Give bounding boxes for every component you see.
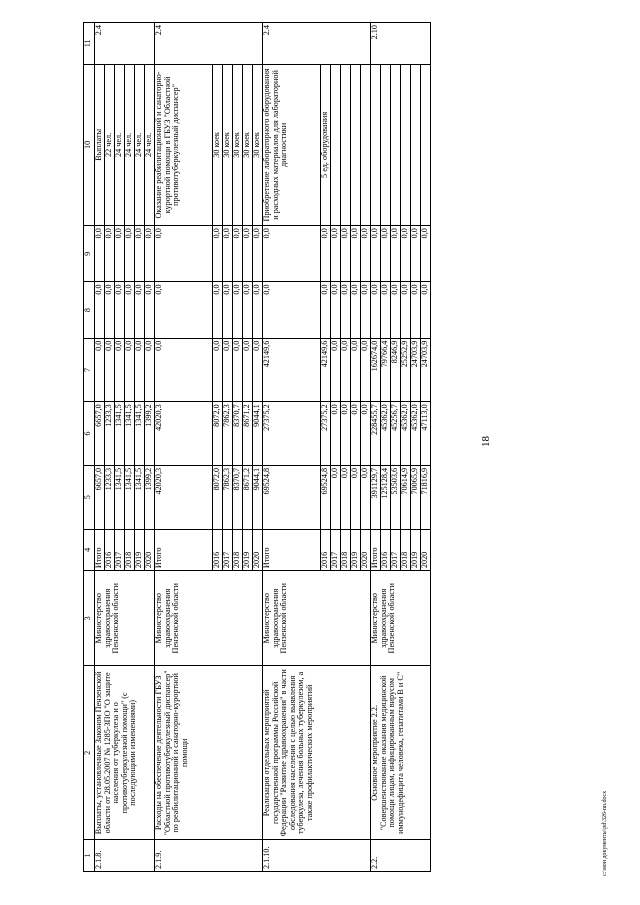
other-sources-cell: 0,0 (223, 226, 233, 282)
regional-budget-cell: 45362,0 (381, 402, 391, 466)
other-sources-cell: 0,0 (381, 226, 391, 282)
total-funds-cell: 1341,5 (135, 465, 145, 529)
result-value-cell (361, 64, 371, 225)
col-header: 7 (84, 338, 95, 402)
total-funds-cell: 391129,7 (371, 465, 381, 529)
other-sources-cell: 0,0 (421, 226, 431, 282)
regional-budget-cell: 228455,7 (371, 402, 381, 466)
federal-budget-cell: 0,0 (213, 338, 223, 402)
federal-budget-cell: 42149,6 (321, 338, 331, 402)
result-value-cell: 5 ед. оборудования (321, 64, 331, 225)
year-cell: 2020 (421, 529, 431, 571)
other-sources-cell: 0,0 (145, 226, 155, 282)
federal-budget-cell: 0,0 (341, 338, 351, 402)
local-budget-cell: 0,0 (361, 282, 371, 338)
other-sources-cell: 0,0 (401, 226, 411, 282)
other-sources-cell: 0,0 (391, 226, 401, 282)
measure-name: Выплаты, установленные Законом Пензенской области от 28.05.2007 № 1285-ЗПО "О защите населения от туберкулеза и о противотуберкулезной помощи" (с последующими изменениями) (95, 666, 155, 840)
federal-budget-cell: 0,0 (351, 338, 361, 402)
federal-budget-cell: 24703,9 (421, 338, 431, 402)
col-header: 5 (84, 465, 95, 529)
federal-budget-cell: 0,0 (145, 338, 155, 402)
other-sources-cell: 0,0 (253, 226, 263, 282)
measure-name: Основное мероприятие 2.2. "Совершенствование оказания медицинской помощи лицам, инфицированным вирусом иммунодефицита человека, гепатитами В и С" (371, 666, 431, 840)
local-budget-cell: 0,0 (155, 282, 213, 338)
local-budget-cell: 0,0 (391, 282, 401, 338)
other-sources-cell: 0,0 (341, 226, 351, 282)
total-funds-cell: 71816,9 (421, 465, 431, 529)
year-cell: 2016 (105, 529, 115, 571)
result-value-cell: 30 коек (243, 64, 253, 225)
federal-budget-cell: 0,0 (125, 338, 135, 402)
federal-budget-cell: 0,0 (361, 338, 371, 402)
result-value-cell (401, 64, 411, 225)
regional-budget-cell: 6657,0 (95, 402, 105, 466)
other-sources-cell: 0,0 (155, 226, 213, 282)
regional-budget-cell: 0,0 (341, 402, 351, 466)
year-cell: 2016 (213, 529, 223, 571)
total-funds-cell: 0,0 (341, 465, 351, 529)
other-sources-cell: 0,0 (105, 226, 115, 282)
measure-id: 2.2. (371, 840, 431, 872)
executor-name: Министерство здравоохранения Пензенской области (95, 571, 155, 666)
measure-name: Реализация отдельных мероприятий государственной программы Российской Федерации "Развитие здравоохранения" в части обследования населения с целью выявления туберкулеза, лечения больных туберкулезом, а также профилактических мероприятий (263, 666, 371, 840)
col-header: 10 (84, 64, 95, 225)
regional-budget-cell: 1233,3 (105, 402, 115, 466)
year-cell: 2019 (135, 529, 145, 571)
page-number: 18 (480, 436, 492, 447)
regional-budget-cell: 45362,0 (411, 402, 421, 466)
result-value-cell: 30 коек (233, 64, 243, 225)
federal-budget-cell: 42149,6 (263, 338, 321, 402)
result-value-cell (341, 64, 351, 225)
local-budget-cell: 0,0 (263, 282, 321, 338)
local-budget-cell: 0,0 (381, 282, 391, 338)
result-value-cell (411, 64, 421, 225)
federal-budget-cell: 8246,9 (391, 338, 401, 402)
other-sources-cell: 0,0 (351, 226, 361, 282)
result-header-cell: Оказание реабилитационной и санаторно-курортной помощи в ГБУЗ "Областной противотуберкулезный диспансер" (155, 64, 213, 225)
result-header-cell (371, 64, 381, 225)
year-cell: Итого (95, 529, 105, 571)
federal-budget-cell: 162674,0 (371, 338, 381, 402)
result-value-cell: 24 чел. (125, 64, 135, 225)
regional-budget-cell: 8671,2 (243, 402, 253, 466)
col-header: 6 (84, 402, 95, 466)
result-value-cell: 24 чел. (135, 64, 145, 225)
col-header: 1 (84, 840, 95, 872)
result-value-cell (351, 64, 361, 225)
local-budget-cell: 0,0 (145, 282, 155, 338)
federal-budget-cell: 0,0 (233, 338, 243, 402)
total-funds-cell: 9044,1 (253, 465, 263, 529)
table-row (371, 23, 381, 872)
year-cell: 2018 (401, 529, 411, 571)
result-value-cell (331, 64, 341, 225)
year-cell: 2018 (341, 529, 351, 571)
total-funds-cell: 69524,8 (263, 465, 321, 529)
local-budget-cell: 0,0 (135, 282, 145, 338)
other-sources-cell: 0,0 (411, 226, 421, 282)
total-funds-cell: 8671,2 (243, 465, 253, 529)
federal-budget-cell: 0,0 (223, 338, 233, 402)
regional-budget-cell: 47113,0 (421, 402, 431, 466)
table-row (95, 23, 105, 872)
year-cell: Итого (371, 529, 381, 571)
col-header: 9 (84, 226, 95, 282)
year-cell: 2019 (411, 529, 421, 571)
regional-budget-cell: 45362,0 (401, 402, 411, 466)
local-budget-cell: 0,0 (321, 282, 331, 338)
other-sources-cell: 0,0 (233, 226, 243, 282)
indicator-code: 2.4 (155, 23, 263, 65)
total-funds-cell: 1399,2 (145, 465, 155, 529)
federal-budget-cell: 0,0 (115, 338, 125, 402)
year-cell: 2016 (381, 529, 391, 571)
other-sources-cell: 0,0 (321, 226, 331, 282)
federal-budget-cell: 0,0 (95, 338, 105, 402)
total-funds-cell: 8072,0 (213, 465, 223, 529)
federal-budget-cell: 0,0 (155, 338, 213, 402)
year-cell: 2020 (361, 529, 371, 571)
indicator-code: 2.4 (95, 23, 155, 65)
other-sources-cell: 0,0 (331, 226, 341, 282)
regional-budget-cell: 1341,5 (135, 402, 145, 466)
regional-budget-cell: 9044,1 (253, 402, 263, 466)
executor-name: Министерство здравоохранения Пензенской области (155, 571, 263, 666)
local-budget-cell: 0,0 (115, 282, 125, 338)
total-funds-cell: 70065,9 (411, 465, 421, 529)
year-cell: 2017 (115, 529, 125, 571)
other-sources-cell: 0,0 (243, 226, 253, 282)
local-budget-cell: 0,0 (253, 282, 263, 338)
total-funds-cell: 7862,3 (223, 465, 233, 529)
total-funds-cell: 0,0 (351, 465, 361, 529)
local-budget-cell: 0,0 (223, 282, 233, 338)
regional-budget-cell: 45256,7 (391, 402, 401, 466)
local-budget-cell: 0,0 (213, 282, 223, 338)
regional-budget-cell: 42020,3 (155, 402, 213, 466)
regional-budget-cell: 0,0 (361, 402, 371, 466)
regional-budget-cell: 27375,2 (321, 402, 331, 466)
col-header: 2 (84, 666, 95, 840)
local-budget-cell: 0,0 (411, 282, 421, 338)
local-budget-cell: 0,0 (421, 282, 431, 338)
result-value-cell: 22 чел. (105, 64, 115, 225)
executor-name: Министерство здравоохранения Пензенской области (263, 571, 371, 666)
local-budget-cell: 0,0 (233, 282, 243, 338)
federal-budget-cell: 79766,4 (381, 338, 391, 402)
local-budget-cell: 0,0 (105, 282, 115, 338)
measure-name: Расходы на обеспечение деятельности ГБУЗ "Областной противотуберкулезный диспансер" по реабилитационной и санаторно-курортной помощи (155, 666, 263, 840)
measure-id: 2.1.9. (155, 840, 263, 872)
local-budget-cell: 0,0 (341, 282, 351, 338)
col-header: 4 (84, 529, 95, 571)
regional-budget-cell: 1341,5 (125, 402, 135, 466)
rotated-table-container (83, 22, 431, 872)
year-cell: 2019 (243, 529, 253, 571)
total-funds-cell: 70614,9 (401, 465, 411, 529)
regional-budget-cell: 0,0 (331, 402, 341, 466)
result-value-cell: 30 коек (223, 64, 233, 225)
total-funds-cell: 0,0 (361, 465, 371, 529)
total-funds-cell: 1341,5 (125, 465, 135, 529)
federal-budget-cell: 0,0 (243, 338, 253, 402)
measure-id: 2.1.8. (95, 840, 155, 872)
local-budget-cell: 0,0 (95, 282, 105, 338)
measure-id: 2.1.10. (263, 840, 371, 872)
regional-budget-cell: 7862,3 (223, 402, 233, 466)
total-funds-cell: 1341,5 (115, 465, 125, 529)
year-cell: Итого (263, 529, 321, 571)
year-cell: 2018 (125, 529, 135, 571)
regional-budget-cell: 27375,2 (263, 402, 321, 466)
year-cell: 2017 (391, 529, 401, 571)
column-number-row (84, 23, 95, 872)
other-sources-cell: 0,0 (125, 226, 135, 282)
col-header: 3 (84, 571, 95, 666)
other-sources-cell: 0,0 (361, 226, 371, 282)
result-value-cell: 30 коек (213, 64, 223, 225)
result-value-cell: 24 чел. (115, 64, 125, 225)
federal-budget-cell: 24703,9 (411, 338, 421, 402)
year-cell: 2020 (253, 529, 263, 571)
result-value-cell: 24 чел. (145, 64, 155, 225)
total-funds-cell: 0,0 (331, 465, 341, 529)
col-header: 8 (84, 282, 95, 338)
federal-budget-cell: 0,0 (105, 338, 115, 402)
table-row (263, 23, 321, 872)
federal-budget-cell: 25252,9 (401, 338, 411, 402)
table-body (95, 23, 431, 872)
footer-file-path: c:\мои документы\pd\326-nn.docx (602, 790, 608, 876)
other-sources-cell: 0,0 (263, 226, 321, 282)
other-sources-cell: 0,0 (371, 226, 381, 282)
program-measures-table (83, 22, 431, 872)
year-cell: 2017 (223, 529, 233, 571)
regional-budget-cell: 0,0 (351, 402, 361, 466)
executor-name: Министерство здравоохранения Пензенской области (371, 571, 431, 666)
other-sources-cell: 0,0 (213, 226, 223, 282)
table-row (155, 23, 213, 872)
result-header-cell: Выплаты (95, 64, 105, 225)
result-header-cell: Приобретение лабораторного оборудования и расходных материалов для лабораторной диагностики (263, 64, 321, 225)
result-value-cell (421, 64, 431, 225)
total-funds-cell: 8370,7 (233, 465, 243, 529)
total-funds-cell: 1233,3 (105, 465, 115, 529)
year-cell: Итого (155, 529, 213, 571)
indicator-code: 2.4 (263, 23, 371, 65)
regional-budget-cell: 8370,7 (233, 402, 243, 466)
col-header: 11 (84, 23, 95, 65)
local-budget-cell: 0,0 (125, 282, 135, 338)
regional-budget-cell: 8072,0 (213, 402, 223, 466)
result-value-cell (391, 64, 401, 225)
regional-budget-cell: 1341,5 (115, 402, 125, 466)
local-budget-cell: 0,0 (351, 282, 361, 338)
year-cell: 2020 (145, 529, 155, 571)
total-funds-cell: 69524,8 (321, 465, 331, 529)
local-budget-cell: 0,0 (401, 282, 411, 338)
year-cell: 2016 (321, 529, 331, 571)
indicator-code: 2.10 (371, 23, 431, 65)
local-budget-cell: 0,0 (243, 282, 253, 338)
total-funds-cell: 6657,0 (95, 465, 105, 529)
result-value-cell (381, 64, 391, 225)
year-cell: 2019 (351, 529, 361, 571)
federal-budget-cell: 0,0 (135, 338, 145, 402)
total-funds-cell: 125128,4 (381, 465, 391, 529)
local-budget-cell: 0,0 (331, 282, 341, 338)
other-sources-cell: 0,0 (115, 226, 125, 282)
other-sources-cell: 0,0 (95, 226, 105, 282)
federal-budget-cell: 0,0 (331, 338, 341, 402)
federal-budget-cell: 0,0 (253, 338, 263, 402)
total-funds-cell: 53503,6 (391, 465, 401, 529)
other-sources-cell: 0,0 (135, 226, 145, 282)
local-budget-cell: 0,0 (371, 282, 381, 338)
result-value-cell: 30 коек (253, 64, 263, 225)
regional-budget-cell: 1399,2 (145, 402, 155, 466)
year-cell: 2017 (331, 529, 341, 571)
total-funds-cell: 42020,3 (155, 465, 213, 529)
year-cell: 2018 (233, 529, 243, 571)
